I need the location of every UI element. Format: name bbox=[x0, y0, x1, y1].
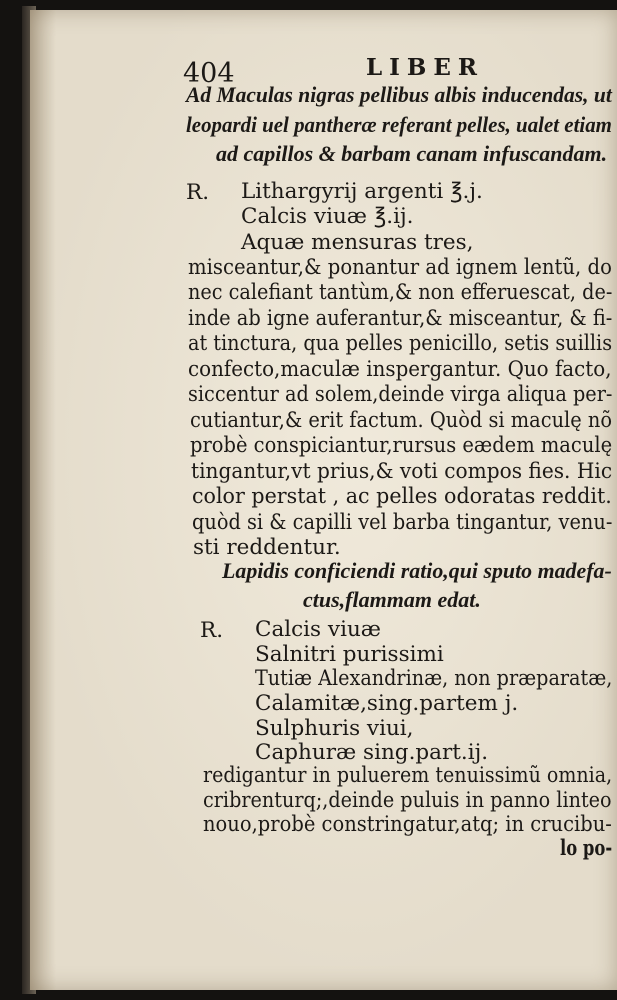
section1-body-line: probè conspiciantur,rursus eædem maculę bbox=[190, 433, 613, 458]
section1-body-line: nec calefiant tantùm,& non efferuescat, de- bbox=[188, 280, 613, 305]
section1-body-line: at tinctura, qua pelles penicillo, setis suillis bbox=[188, 331, 613, 356]
section1-recipe-mark: R. bbox=[186, 180, 210, 205]
section2-recipe-mark: R. bbox=[200, 618, 224, 643]
section2-ingredient: Calcis viuæ bbox=[255, 617, 382, 642]
section2-title-line-2: ctus,flammam edat. bbox=[303, 587, 481, 612]
section2-body-line: nouo,probè constringatur,atq; in crucibu- bbox=[203, 812, 612, 837]
section2-ingredient: Calamitæ,sing.partem j. bbox=[255, 691, 519, 716]
section1-title-line-1: Ad Maculas nigras pellibus albis inducendas, ut bbox=[186, 82, 612, 107]
page-number: 404 bbox=[183, 58, 235, 89]
section2-title-line-1: Lapidis conficiendi ratio,qui sputo madefa- bbox=[222, 558, 612, 583]
section1-body-line: siccentur ad solem,deinde virga aliqua per- bbox=[188, 382, 613, 407]
section2-ingredient: Sulphuris viui, bbox=[255, 716, 414, 741]
catchword: lo po- bbox=[560, 836, 613, 861]
section2-ingredient: Salnitri purissimi bbox=[255, 642, 444, 667]
section1-title-line-3: ad capillos & barbam canam infuscandam. bbox=[216, 141, 608, 166]
section1-body-line: quòd si & capilli vel barba tingantur, venu- bbox=[192, 510, 613, 535]
section1-body-line: sti reddentur. bbox=[193, 535, 341, 560]
section2-ingredient: Tutiæ Alexandrinæ, non præparatæ, bbox=[255, 666, 613, 691]
section1-ingredient: Aquæ mensuras tres, bbox=[241, 230, 474, 255]
section1-body-line: confecto,maculæ inspergantur. Quo facto, bbox=[188, 357, 612, 382]
section1-body-line: tingantur,vt prius,& voti compos fies. Hic bbox=[191, 459, 613, 484]
section1-body-line: cutiantur,& erit factum. Quòd si maculę nõ bbox=[190, 408, 613, 433]
section2-ingredient: Caphuræ sing.part.ij. bbox=[255, 740, 489, 765]
section2-body-line: cribrenturq;,deinde puluis in panno linteo bbox=[203, 788, 612, 813]
section1-ingredient: Lithargyrij argenti ℥.j. bbox=[241, 179, 483, 204]
section1-body-line: misceantur,& ponantur ad ignem lentũ, do bbox=[188, 255, 612, 280]
section1-ingredient: Calcis viuæ ℥.ij. bbox=[241, 204, 414, 229]
section1-body-line: color perstat , ac pelles odoratas reddit. bbox=[192, 484, 612, 509]
section1-body-line: inde ab igne auferantur,& misceantur, & fi- bbox=[188, 306, 613, 331]
running-title: LIBER bbox=[366, 54, 485, 81]
section1-title-line-2: leopardi uel pantheræ referant pelles, ualet etiam bbox=[186, 112, 612, 137]
section2-body-line: redigantur in puluerem tenuissimũ omnia, bbox=[203, 763, 613, 788]
